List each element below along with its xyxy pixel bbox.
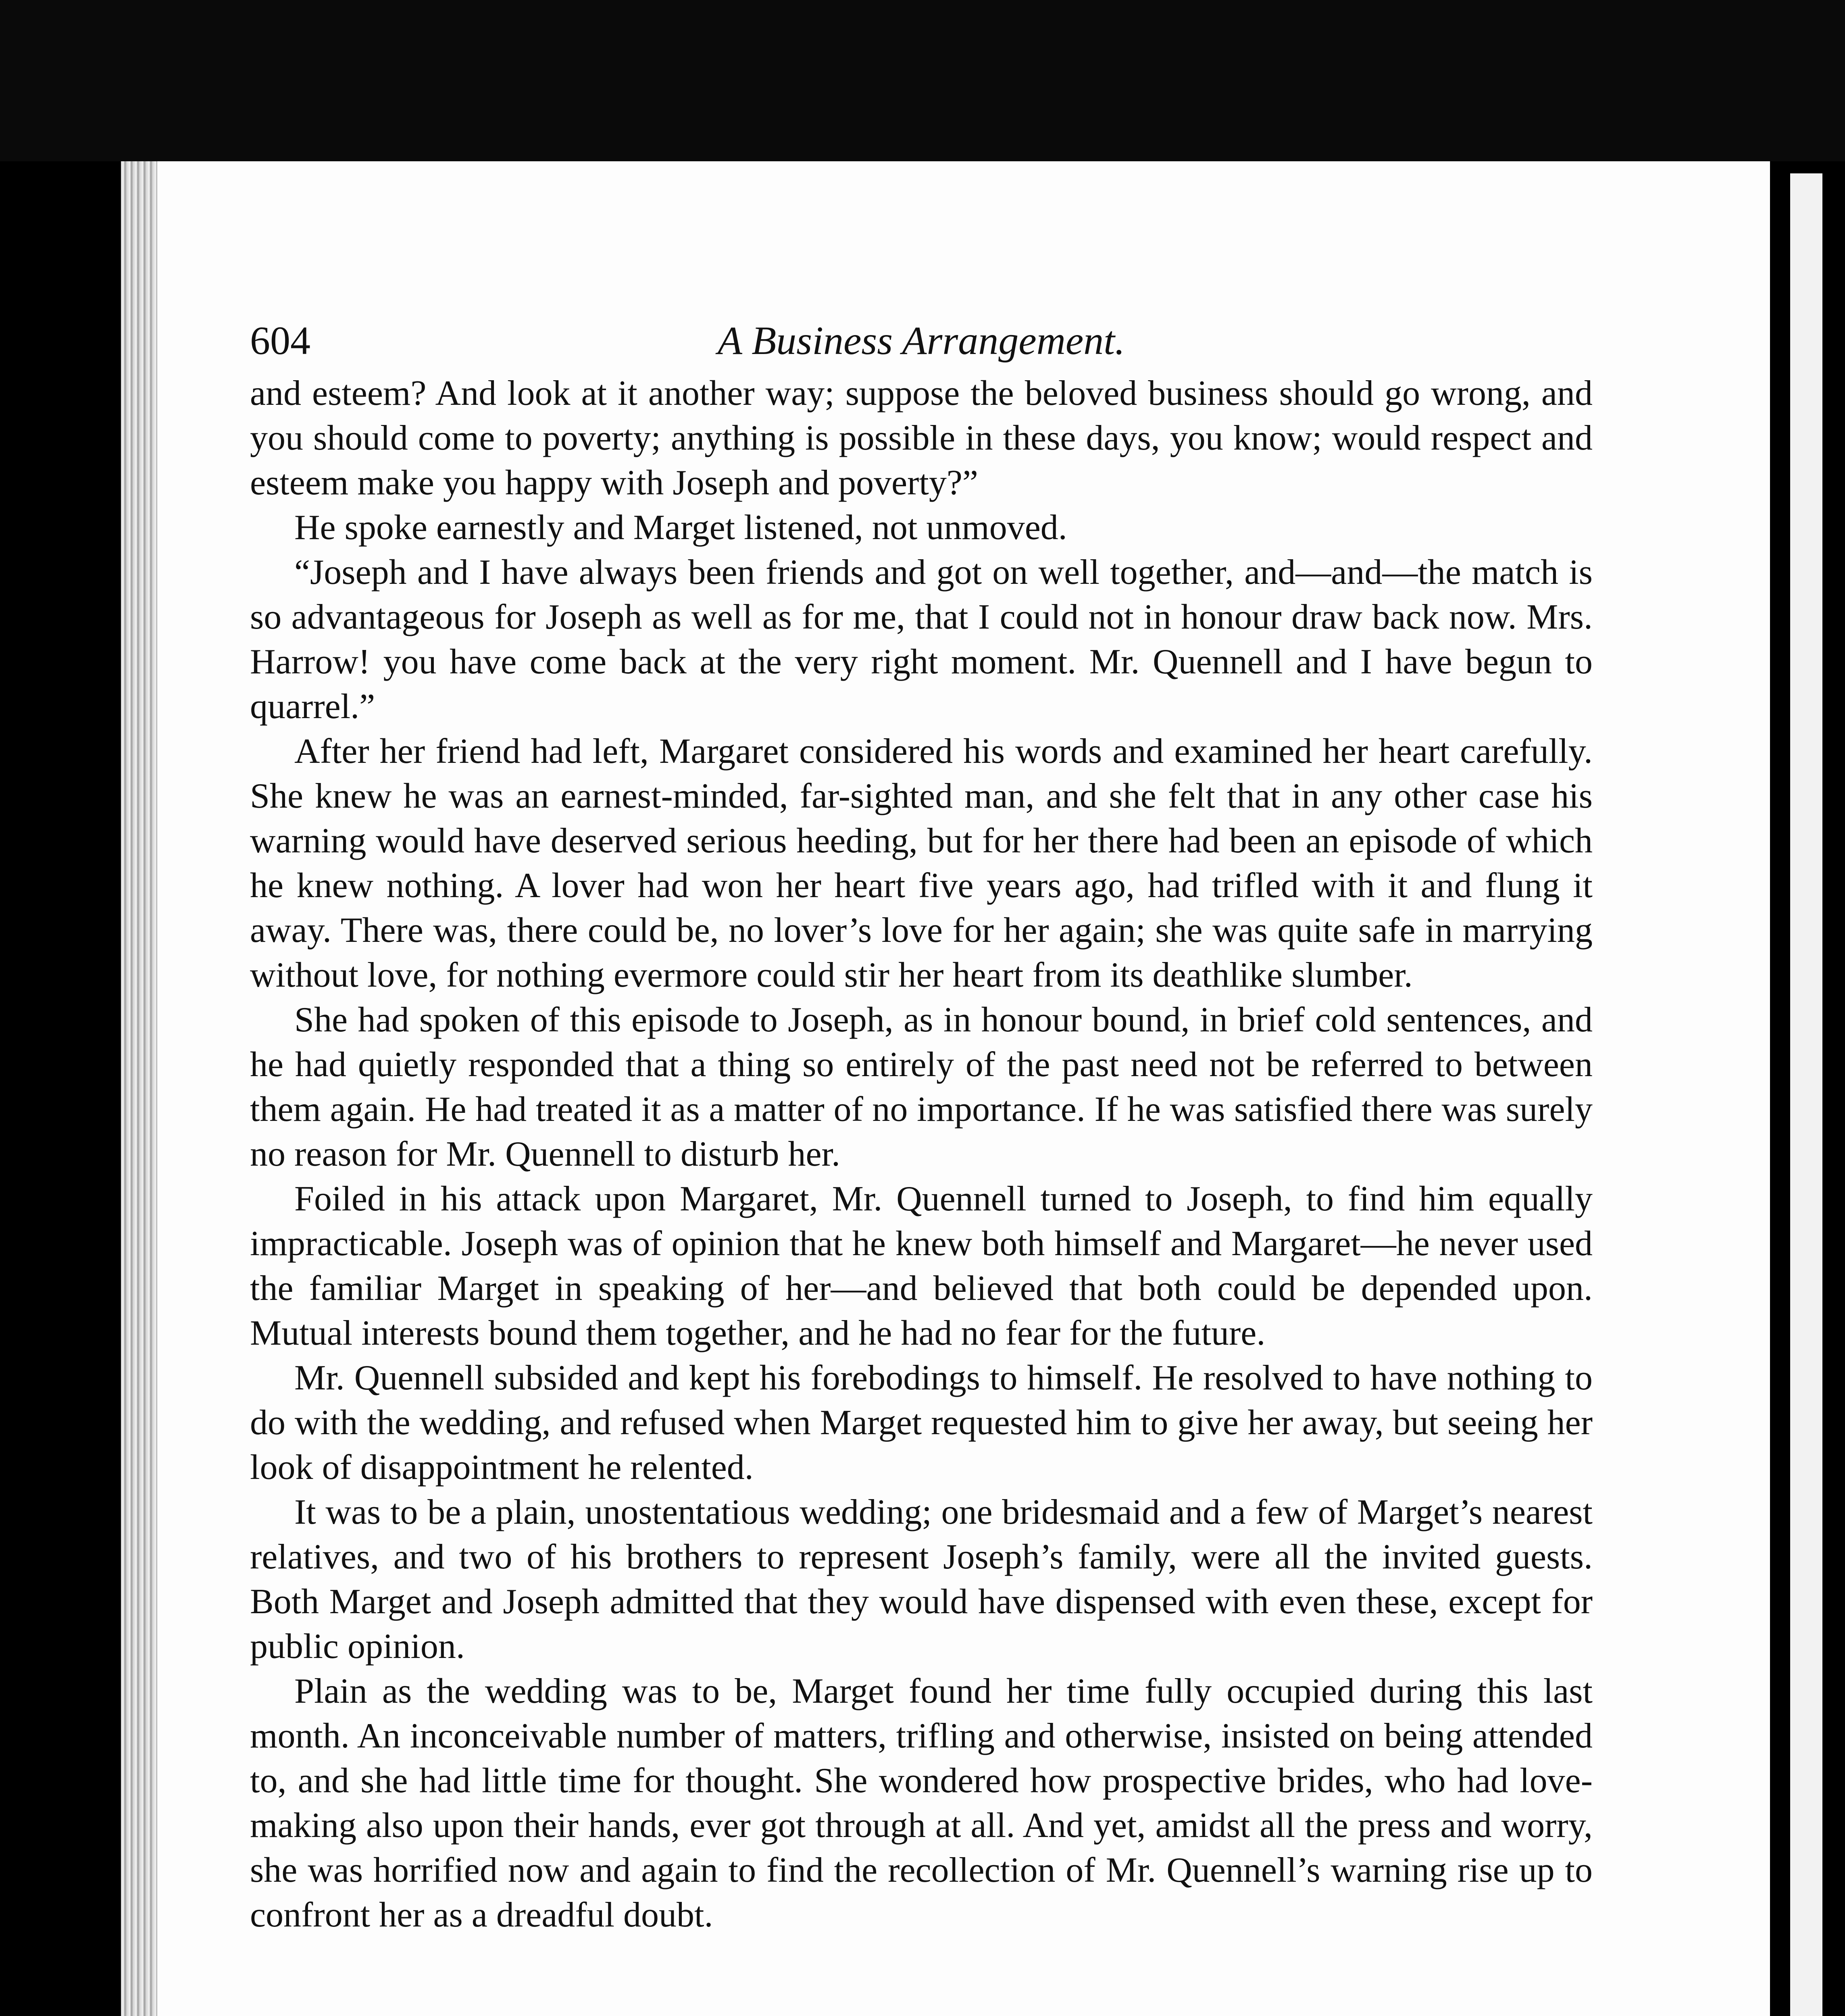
paragraph: Plain as the wedding was to be, Marget found her time fully occupied during this last month. An inconceivable number of matters, trifling and otherwise, insisted on being attended to, and she had little time for thought. She wondered how prospective brides, who had love-making also upon their hands, ever got through at all. And yet, amidst all the press and worry, she was horrified now and again to find the recollection of Mr. Quennell’s warning rise up to confront her as a dreadful doubt. — [250, 1672, 1593, 1935]
paragraph: He spoke earnestly and Marget listened, not unmoved. — [294, 508, 1067, 547]
page-stack-edge — [121, 161, 157, 2016]
paragraph: Mr. Quennell subsided and kept his forebodings to himself. He resolved to have nothing to do with the wedding, and refused when Marget requested him to give her away, but seeing her look of disappointment he relented. — [250, 1358, 1593, 1487]
page-text-block — [250, 310, 1593, 1937]
running-title: A Business Arrangement. — [717, 318, 1125, 363]
paragraph: She had spoken of this episode to Joseph, as in honour bound, in brief cold sentences, and he had quietly responded that a thing so entirely of the past need not be referred to between them again. He had treated it as a matter of no importance. If he was satisfied there was surely no reason for Mr. Quennell to disturb her. — [250, 1000, 1593, 1174]
paragraph: Foiled in his attack upon Margaret, Mr. Quennell turned to Joseph, to find him equally impracticable. Joseph was of opinion that he knew both himself and Margaret—he never used the familiar Marget in speaking of her—and believed that both could be depended upon. Mutual interests bound them together, and he had no fear for the future. — [250, 1179, 1593, 1353]
paragraph: After her friend had left, Margaret considered his words and examined her heart carefully. She knew he was an earnest-minded, far-sighted man, and she felt that in any other case his warning would have deserved serious heeding, but for her there had been an episode of which he knew nothing. A lover had won her heart five years ago, had trifled with it and flung it away. There was, there could be, no lover’s love for her again; she was quite safe in marrying without love, for nothing evermore could stir her heart from its deathlike slumber. — [250, 732, 1593, 995]
scan-background — [0, 0, 1845, 161]
page-header — [250, 310, 1593, 371]
facing-page-edge — [1790, 173, 1822, 2016]
page-number: 604 — [250, 318, 310, 363]
paragraph: It was to be a plain, unostentatious wedding; one bridesmaid and a few of Marget’s nearest relatives, and two of his brothers to represent Joseph’s family, were all the invited guests. Both Marget and Joseph admitted that they would have dispensed with even these, except for public opinion. — [250, 1493, 1593, 1666]
paragraph: and esteem? And look at it another way; suppose the beloved business should go wrong, and you should come to poverty; anything is possible in these days, you know; would respect and esteem make you happy with Joseph and poverty?” — [250, 374, 1593, 502]
paragraph: “Joseph and I have always been friends and got on well together, and—and—the match is so advantageous for Joseph as well as for me, that I could not in honour draw back now. Mrs. Harrow! you have come back at the very right moment. Mr. Quennell and I have begun to quarrel.” — [250, 553, 1593, 726]
